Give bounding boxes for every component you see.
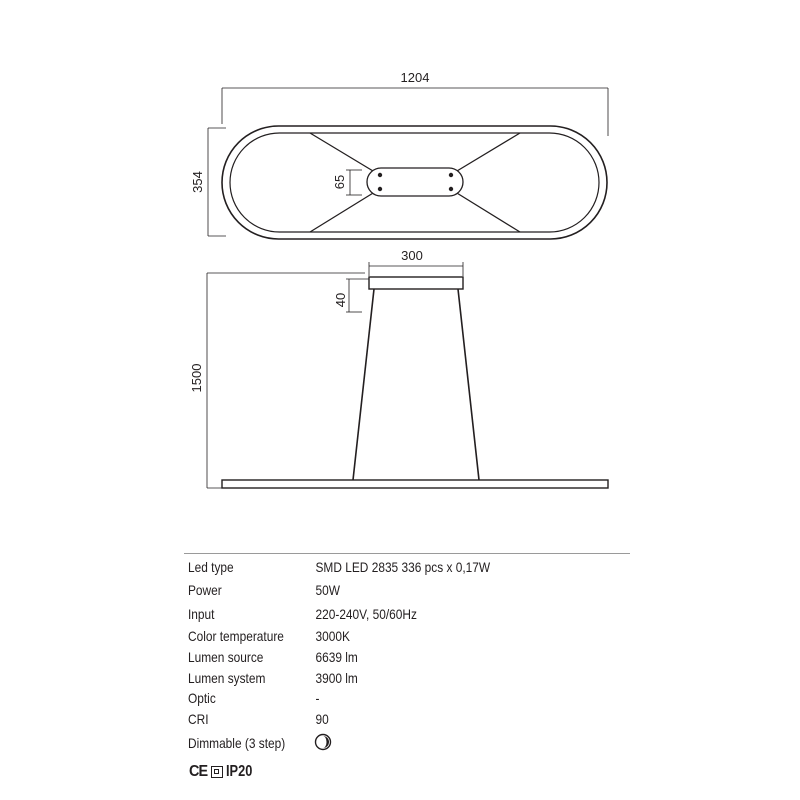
spec-divider: [184, 553, 630, 554]
spec-label: Input: [188, 606, 215, 622]
canopy-width-dimension: [369, 262, 463, 276]
spec-label: Lumen source: [188, 649, 264, 665]
spec-value: 3900 lm: [315, 670, 358, 686]
plate-label: 65: [332, 174, 347, 190]
total-height-label: 1500: [189, 363, 204, 393]
spec-value: 50W: [315, 582, 340, 598]
center-plate: [367, 168, 463, 196]
spec-label: CRI: [188, 711, 209, 727]
ip-rating: IP20: [226, 763, 253, 780]
spec-label: Optic: [188, 690, 216, 706]
spec-value: 6639 lm: [315, 649, 358, 665]
spec-value: 90: [315, 711, 329, 727]
canopy-height-label: 40: [333, 292, 348, 308]
plate-dimension: [346, 170, 362, 195]
spec-value: SMD LED 2835 336 pcs x 0,17W: [315, 559, 491, 575]
spec-label: Power: [188, 582, 222, 598]
depth-dimension: [208, 128, 226, 236]
class-ii-icon: [211, 766, 223, 778]
spec-label: Led type: [188, 559, 234, 575]
canopy-height-dimension: [346, 279, 369, 312]
spec-label: Lumen system: [188, 670, 266, 686]
certification-marks: [188, 762, 259, 782]
spec-value: 3000K: [315, 628, 350, 644]
ceiling-canopy: [369, 277, 463, 289]
suspension-cables: [353, 289, 479, 480]
dimmable-icon: [314, 733, 332, 751]
depth-label: 354: [190, 171, 205, 193]
luminaire-side-profile: [222, 480, 608, 488]
width-label: 1204: [400, 70, 430, 85]
spec-label: Color temperature: [188, 628, 284, 644]
spec-value: -: [315, 690, 320, 706]
spec-label: Dimmable (3 step): [188, 735, 286, 751]
ce-mark: CE: [189, 763, 208, 780]
canopy-width-label: 300: [401, 248, 423, 263]
width-dimension: [222, 88, 608, 136]
spec-value: 220-240V, 50/60Hz: [315, 606, 417, 622]
